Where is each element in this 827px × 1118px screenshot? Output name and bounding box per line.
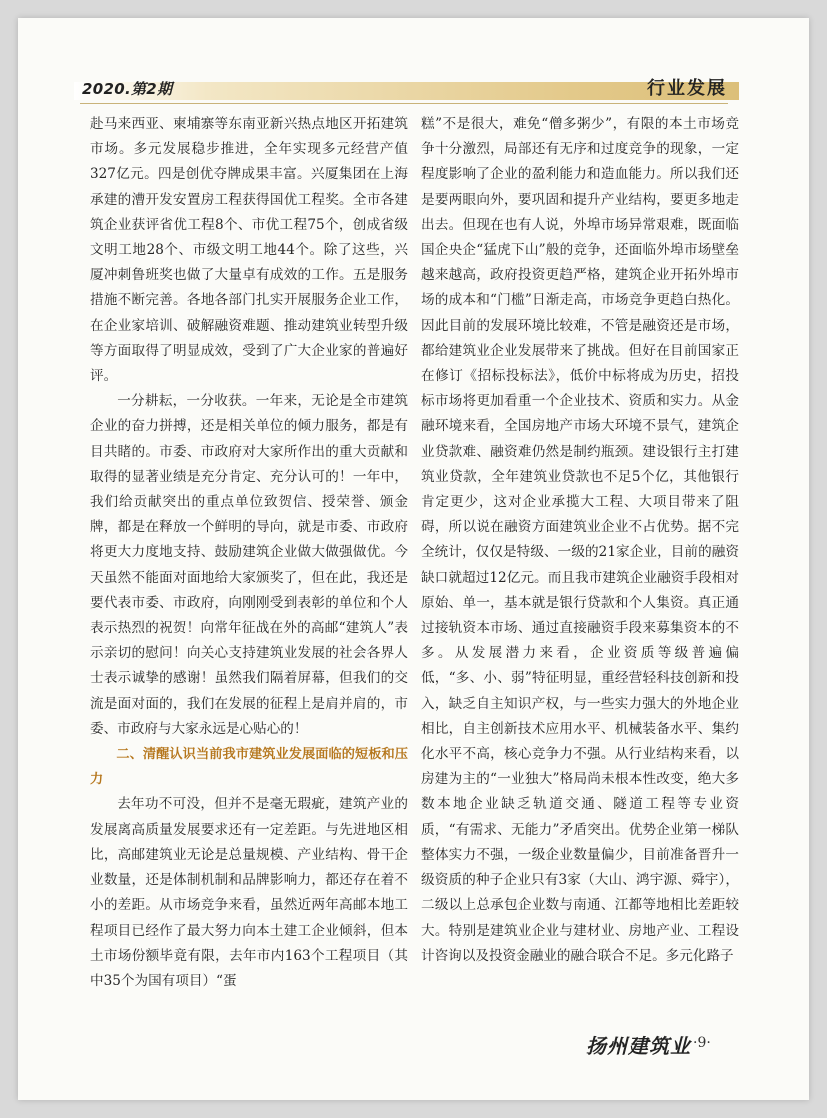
section-heading: 二、清醒认识当前我市建筑业发展面临的短板和压力 [90,747,408,788]
left-column [90,112,408,994]
paragraph: 去年功不可没，但并不是毫无瑕疵，建筑产业的发展离高质量发展要求还有一定差距。与先进地区相比，高邮建筑业无论是总量规模、产业结构、骨干企业数量，还是体制机制和品牌影响力，都还存在着不小的差距。从市场竞争来看，虽然近两年高邮本地工程项目已经作了最大努力向本土建工企业倾斜，但本土市场份额毕竟有限，去年市内163个工程项目（其中35个为国有项目）“蛋 [90,796,408,989]
header-bar [74,82,739,100]
issue-label: 2020.第2期 [82,80,173,98]
right-column [421,112,739,969]
section-title: 行业发展 [647,78,727,99]
paragraph: 糕”不是很大，难免“僧多粥少”，有限的本土市场竞争十分激烈，局部还有无序和过度竞争的现象，一定程度影响了企业的盈利能力和造血能力。所以我们还是要两眼向外，要巩固和提升产业结构，要更多地走出去。但现在也有人说，外埠市场异常艰难，既面临国企央企“猛虎下山”般的竞争，还面临外埠市场壁垒越来越高，政府投资更趋严格，建筑企业开拓外埠市场的成本和“门槛”日渐走高，市场竞争更趋白热化。因此目前的发展环境比较难，不管是融资还是市场，都给建筑业企业发展带来了挑战。但好在目前国家正在修订《招标投标法》，低价中标将成为历史，招投标市场将更加看重一个企业技术、资质和实力。从金融环境来看，全国房地产市场大环境不景气，建筑企业贷款难、融资难仍然是制约瓶颈。建设银行主打建筑业贷款，全年建筑业贷款也不足5个亿，其他银行肯定更少，这对企业承揽大工程、大项目带来了阻碍，所以说在融资方面建筑业企业不占优势。据不完全统计，仅仅是特级、一级的21家企业，目前的融资缺口就超过12亿元。而且我市建筑企业融资手段相对原始、单一，基本就是银行贷款和个人集资。真正通过接轨资本市场、通过直接融资手段来募集资本的不多。从发展潜力来看，企业资质等级普遍偏低，“多、小、弱”特征明显，重经营轻科技创新和投入，缺乏自主知识产权，与一些实力强大的外地企业相比，自主创新技术应用水平、机械装备水平、集约化水平不高，核心竞争力不强。从行业结构来看，以房建为主的“一业独大”格局尚未根本性改变，绝大多数本地企业缺乏轨道交通、隧道工程等专业资质，“有需求、无能力”矛盾突出。优势企业第一梯队整体实力不强，一级企业数量偏少，目前准备晋升一级资质的种子企业只有3家（大山、鸿宇源、舜宇），二级以上总承包企业数与南通、江都等地相比差距较大。特别是建筑业企业与建材业、房地产业、工程设计咨询以及投资金融业的融合联合不足。多元化路子 [421,116,739,964]
paragraph: 赴马来西亚、柬埔寨等东南亚新兴热点地区开拓建筑市场。多元发展稳步推进，全年实现多元经营产值327亿元。四是创优夺牌成果丰富。兴厦集团在上海承建的漕开发安置房工程获得国优工程奖。全市各建筑企业获评省优工程8个、市优工程75个，创成省级文明工地28个、市级文明工地44个。除了这些，兴厦冲刺鲁班奖也做了大量卓有成效的工作。五是服务措施不断完善。各地各部门扎实开展服务企业工作，在企业家培训、破解融资难题、推动建筑业转型升级等方面取得了明显成效，受到了广大企业家的普遍好评。 [90,116,408,385]
magazine-logo: 扬州建筑业 [586,1034,691,1058]
paragraph: 一分耕耘，一分收获。一年来，无论是全市建筑企业的奋力拼搏，还是相关单位的倾力服务，都是有目共睹的。市委、市政府对大家所作出的重大贡献和取得的显著业绩是充分肯定、充分认可的！一年中，我们给贡献突出的重点单位致贺信、授荣誉、颁金牌，都是在释放一个鲜明的导向，就是市委、市政府将更大力度地支持、鼓励建筑企业做大做强做优。今天虽然不能面对面地给大家颁奖了，但在此，我还是要代表市委、市政府，向刚刚受到表彰的单位和个人表示热烈的祝贺！向常年征战在外的高邮“建筑人”表示亲切的慰问！向关心支持建筑业发展的社会各界人士表示诚挚的感谢！虽然我们隔着屏幕，但我们的交流是面对面的，我们在发展的征程上是肩并肩的，市委、市政府与大家永远是心贴心的！ [90,393,408,737]
page-number: ·9· [693,1035,711,1051]
header-rule [80,103,728,104]
